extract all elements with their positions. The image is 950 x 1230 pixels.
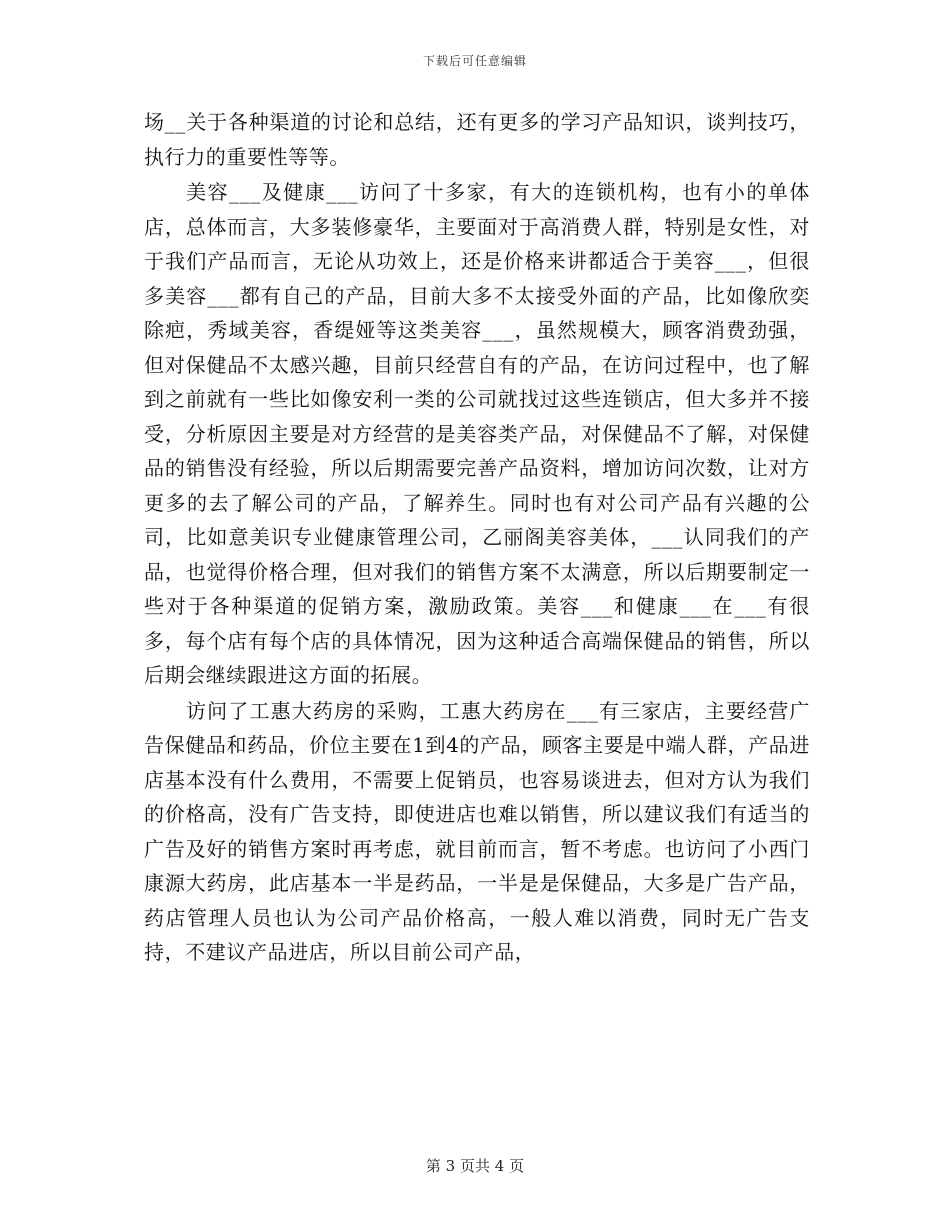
page-number: 第 3 页共 4 页 (425, 1157, 525, 1175)
page-header: 下载后可任意编辑 (422, 54, 527, 68)
paragraph-1: 场__关于各种渠道的讨论和总结，还有更多的学习产品知识，谈判技巧，执行力的重要性等等。 (144, 110, 810, 169)
paragraph-2: 美容___及健康___访问了十多家，有大的连锁机构，也有小的单体店，总体而言，大多装修豪华，主要面对于高消费人群，特别是女性，对于我们产品而言，无论从功效上，还是价格来讲都适合于美容___，但很多美容___都有自己的产品，目前大多不太接受外面的产品，比如像欣奕除疤，秀域美容，香缇娅等这类美容___，虽然规模大，顾客消费劲强，但对保健品不太感兴趣，目前只经营自有的产品，在访问过程中，也了解到之前就有一些比如像安利一类的公司就找过这些连锁店，但大多并不接受，分析原因主要是对方经营的是美容类产品，对保健品不了解，对保健品的销售没有经验，所以后期需要完善产品资料，增加访问次数，让对方更多的去了解公司的产品，了解养生。同时也有对公司产品有兴趣的公司，比如意美识专业健康管理公司，乙丽阁美容美体，___认同我们的产品，也觉得价格合理，但对我们的销售方案不太满意，所以后期要制定一些对于各种渠道的促销方案，激励政策。美容___和健康___在___有很多，每个店有每个店的具体情况，因为这种适合高端保健品的销售，所以后期会继续跟进这方面的拓展。 (144, 180, 810, 687)
paragraph-3: 访问了工惠大药房的采购，工惠大药房在___有三家店，主要经营广告保健品和药品，价位主要在1到4的产品，顾客主要是中端人群，产品进店基本没有什么费用，不需要上促销员，也容易谈进去，但对方认为我们的价格高，没有广告支持，即使进店也难以销售，所以建议我们有适当的广告及好的销售方案时再考虑，就目前而言，暂不考虑。也访问了小西门康源大药房，此店基本一半是药品，一半是是保健品，大多是广告产品，药店管理人员也认为公司产品价格高，一般人难以消费，同时无广告支持，不建议产品进店，所以目前公司产品， (144, 698, 810, 964)
document-body (144, 105, 810, 970)
